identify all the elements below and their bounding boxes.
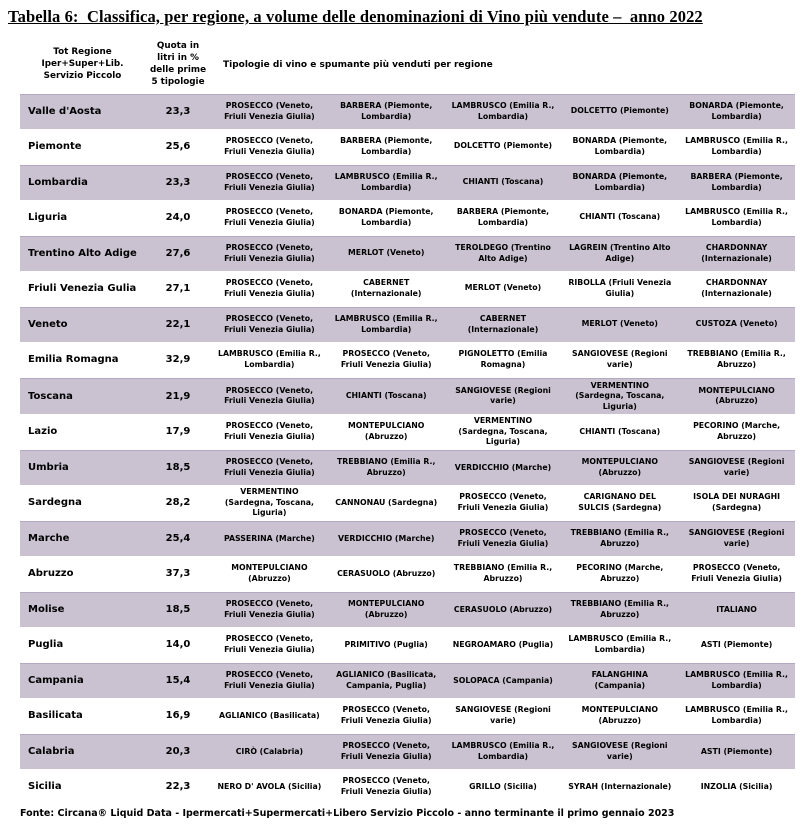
region-cell: Piemonte xyxy=(28,141,82,153)
table-row xyxy=(20,414,795,450)
wine-cell-2: BONARDA (Piemonte, Lombardia) xyxy=(338,207,434,227)
wine-cell-1: PROSECCO (Veneto, Friuli Venezia Giulia) xyxy=(224,634,315,654)
wine-cell-4: BONARDA (Piemonte, Lombardia) xyxy=(572,172,668,192)
table-row xyxy=(20,129,795,165)
quota-cell: 16,9 xyxy=(165,710,191,722)
wine-cell-5: CHARDONNAY (Internazionale) xyxy=(701,278,772,298)
wine-cell-2: MERLOT (Veneto) xyxy=(348,248,425,258)
wine-cell-2: CABERNET (Internazionale) xyxy=(350,278,422,298)
wine-cell-5: LAMBRUSCO (Emilia R., Lombardia) xyxy=(685,136,788,156)
table-header-row xyxy=(20,37,795,94)
wine-cell-1: PROSECCO (Veneto, Friuli Venezia Giulia) xyxy=(224,243,315,263)
wine-cell-4: MONTEPULCIANO (Abruzzo) xyxy=(581,457,658,477)
wine-cell-4: MERLOT (Veneto) xyxy=(581,319,658,329)
region-cell: Molise xyxy=(28,604,65,616)
wine-cell-4: TREBBIANO (Emilia R., Abruzzo) xyxy=(570,528,669,548)
wine-cell-4: SYRAH (Internazionale) xyxy=(568,781,672,791)
region-cell: Basilicata xyxy=(28,710,83,722)
wine-cell-3: CERASUOLO (Abruzzo) xyxy=(453,604,553,614)
wine-cell-3: SOLOPACA (Campania) xyxy=(453,675,553,685)
table-body xyxy=(20,94,795,805)
wine-cell-4: RIBOLLA (Friuli Venezia Giulia) xyxy=(568,278,672,298)
wine-cell-4: CHIANTI (Toscana) xyxy=(579,212,661,222)
quota-cell: 37,3 xyxy=(165,568,191,580)
wine-cell-5: ASTI (Piemonte) xyxy=(700,639,773,649)
wine-cell-4: SANGIOVESE (Regioni varie) xyxy=(571,349,668,369)
table-row xyxy=(20,165,795,201)
table-row xyxy=(20,200,795,236)
wine-cell-2: TREBBIANO (Emilia R., Abruzzo) xyxy=(336,457,436,477)
quota-cell: 18,5 xyxy=(165,462,191,474)
region-cell: Friuli Venezia Gulia xyxy=(28,283,137,295)
wine-cell-2: MONTEPULCIANO (Abruzzo) xyxy=(348,599,425,619)
wine-cell-3: CABERNET (Internazionale) xyxy=(467,314,539,334)
quota-cell: 21,9 xyxy=(165,390,191,402)
wine-cell-5: BARBERA (Piemonte, Lombardia) xyxy=(690,172,783,192)
wine-cell-1: PROSECCO (Veneto, Friuli Venezia Giulia) xyxy=(224,101,315,121)
quota-cell: 22,3 xyxy=(165,781,191,793)
region-cell: Campania xyxy=(28,675,84,687)
wine-cell-4: BONARDA (Piemonte, Lombardia) xyxy=(572,136,668,156)
quota-cell: 28,2 xyxy=(165,497,191,509)
wine-cell-1: PROSECCO (Veneto, Friuli Venezia Giulia) xyxy=(224,385,315,406)
wine-cell-5: BONARDA (Piemonte, Lombardia) xyxy=(689,101,784,121)
table-row xyxy=(20,556,795,592)
quota-cell: 18,5 xyxy=(165,604,191,616)
quota-cell: 14,0 xyxy=(165,639,191,651)
table-row xyxy=(20,450,795,486)
region-cell: Veneto xyxy=(28,319,68,331)
wine-cell-2: CERASUOLO (Abruzzo) xyxy=(337,568,436,578)
wine-cell-1: MONTEPULCIANO (Abruzzo) xyxy=(231,563,308,583)
wine-cell-2: PROSECCO (Veneto, Friuli Venezia Giulia) xyxy=(340,349,432,369)
region-cell: Lazio xyxy=(28,426,58,438)
wine-cell-5: ITALIANO xyxy=(716,604,757,614)
wine-cell-3: PIGNOLETTO (Emilia Romagna) xyxy=(458,349,548,369)
region-cell: Umbria xyxy=(28,462,69,474)
region-cell: Emilia Romagna xyxy=(28,354,119,366)
quota-cell: 24,0 xyxy=(165,212,191,224)
wine-cell-2: PROSECCO (Veneto, Friuli Venezia Giulia) xyxy=(340,741,432,761)
wine-cell-1: PROSECCO (Veneto, Friuli Venezia Giulia) xyxy=(224,599,315,619)
wine-cell-3: VERMENTINO (Sardegna, Toscana, Liguria) xyxy=(458,416,548,447)
wine-cell-1: AGLIANICO (Basilicata) xyxy=(219,710,320,720)
wine-cell-5: TREBBIANO (Emilia R., Abruzzo) xyxy=(687,349,786,369)
wine-cell-5: PROSECCO (Veneto, Friuli Venezia Giulia) xyxy=(691,563,782,583)
region-cell: Valle d'Aosta xyxy=(28,106,102,118)
table-row xyxy=(20,94,795,130)
wine-cell-5: MONTEPULCIANO (Abruzzo) xyxy=(698,385,775,406)
wine-cell-1: PROSECCO (Veneto, Friuli Venezia Giulia) xyxy=(224,278,315,298)
wine-cell-4: LAMBRUSCO (Emilia R., Lombardia) xyxy=(568,634,672,654)
wine-cell-3: NEGROAMARO (Puglia) xyxy=(452,639,554,649)
wine-cell-4: CHIANTI (Toscana) xyxy=(579,426,661,436)
quota-cell: 17,9 xyxy=(165,426,191,438)
wine-cell-2: LAMBRUSCO (Emilia R., Lombardia) xyxy=(334,314,438,334)
wine-cell-1: PROSECCO (Veneto, Friuli Venezia Giulia) xyxy=(224,207,315,227)
region-cell: Trentino Alto Adige xyxy=(28,248,137,260)
quota-cell: 20,3 xyxy=(165,746,191,758)
region-cell: Marche xyxy=(28,533,70,545)
wine-cell-5: SANGIOVESE (Regioni varie) xyxy=(688,457,785,477)
wine-cell-2: BARBERA (Piemonte, Lombardia) xyxy=(340,136,433,156)
region-cell: Sardegna xyxy=(28,497,82,509)
wine-cell-1: PROSECCO (Veneto, Friuli Venezia Giulia) xyxy=(224,136,315,156)
quota-cell: 27,6 xyxy=(165,248,191,260)
wine-cell-5: CUSTOZA (Veneto) xyxy=(695,319,778,329)
quota-cell: 27,1 xyxy=(165,283,191,295)
table-row xyxy=(20,307,795,343)
wine-cell-2: CHIANTI (Toscana) xyxy=(345,391,427,401)
wine-cell-3: PROSECCO (Veneto, Friuli Venezia Giulia) xyxy=(457,528,549,548)
wine-cell-3: VERDICCHIO (Marche) xyxy=(454,462,552,472)
wine-cell-4: FALANGHINA (Campania) xyxy=(591,670,648,690)
wine-cell-2: VERDICCHIO (Marche) xyxy=(337,533,435,543)
wine-cell-4: MONTEPULCIANO (Abruzzo) xyxy=(581,705,658,725)
wine-cell-3: DOLCETTO (Piemonte) xyxy=(453,141,553,151)
wine-cell-4: CARIGNANO DEL SULCIS (Sardegna) xyxy=(578,492,662,512)
quota-cell: 23,3 xyxy=(165,106,191,118)
wine-cell-4: TREBBIANO (Emilia R., Abruzzo) xyxy=(570,599,669,619)
wine-cell-3: BARBERA (Piemonte, Lombardia) xyxy=(456,207,550,227)
wine-cell-2: LAMBRUSCO (Emilia R., Lombardia) xyxy=(334,172,438,192)
quota-cell: 15,4 xyxy=(165,675,191,687)
wine-cell-1: PROSECCO (Veneto, Friuli Venezia Giulia) xyxy=(224,421,315,441)
wine-cell-5: LAMBRUSCO (Emilia R., Lombardia) xyxy=(685,207,788,227)
wine-cell-1: CIRÒ (Calabria) xyxy=(235,746,304,756)
wine-cell-4: LAGREIN (Trentino Alto Adige) xyxy=(569,243,671,263)
region-cell: Abruzzo xyxy=(28,568,74,580)
table-row xyxy=(20,236,795,272)
region-cell: Liguria xyxy=(28,212,68,224)
region-cell: Sicilia xyxy=(28,781,62,793)
wine-cell-1: PASSERINA (Marche) xyxy=(223,533,315,543)
wine-cell-2: PRIMITIVO (Puglia) xyxy=(344,639,428,649)
header-region-column: Tot Regione Iper+Super+Lib. Servizio Piccolo xyxy=(41,46,124,81)
table-row xyxy=(20,378,795,415)
table-row xyxy=(20,521,795,557)
wine-cell-3: SANGIOVESE (Regioni varie) xyxy=(455,705,551,725)
wine-cell-5: ASTI (Piemonte) xyxy=(700,746,773,756)
wine-cell-2: AGLIANICO (Basilicata, Campania, Puglia) xyxy=(336,670,437,690)
wine-cell-1: PROSECCO (Veneto, Friuli Venezia Giulia) xyxy=(224,314,315,334)
wine-cell-3: LAMBRUSCO (Emilia R., Lombardia) xyxy=(451,101,555,121)
wine-cell-5: SANGIOVESE (Regioni varie) xyxy=(688,528,785,548)
table-title: Tabella 6: Classifica, per regione, a volume delle denominazioni di Vino più vendute – anno 2022 xyxy=(8,7,703,26)
wine-cell-4: SANGIOVESE (Regioni varie) xyxy=(571,741,668,761)
wine-cell-3: MERLOT (Veneto) xyxy=(464,283,542,293)
wine-cell-5: PECORINO (Marche, Abruzzo) xyxy=(693,421,781,441)
wine-cell-4: VERMENTINO (Sardegna, Toscana, Liguria) xyxy=(575,380,665,411)
wine-cell-4: DOLCETTO (Piemonte) xyxy=(570,106,669,116)
wine-cell-1: VERMENTINO (Sardegna, Toscana, Liguria) xyxy=(224,487,314,518)
wine-cell-3: CHIANTI (Toscana) xyxy=(462,177,544,187)
table-row xyxy=(20,734,795,770)
wine-cell-3: PROSECCO (Veneto, Friuli Venezia Giulia) xyxy=(457,492,549,512)
wine-cell-4: PECORINO (Marche, Abruzzo) xyxy=(576,563,664,583)
quota-cell: 25,4 xyxy=(165,533,191,545)
table-row xyxy=(20,663,795,699)
header-quota-column: Quota in litri in % delle prime 5 tipologie xyxy=(149,41,207,87)
wine-cell-3: LAMBRUSCO (Emilia R., Lombardia) xyxy=(451,741,555,761)
wine-cell-5: LAMBRUSCO (Emilia R., Lombardia) xyxy=(685,705,788,725)
quota-cell: 23,3 xyxy=(165,177,191,189)
wine-ranking-table xyxy=(20,37,795,805)
wine-cell-2: PROSECCO (Veneto, Friuli Venezia Giulia) xyxy=(340,705,432,725)
wine-cell-5: LAMBRUSCO (Emilia R., Lombardia) xyxy=(685,670,788,690)
wine-cell-3: GRILLO (Sicilia) xyxy=(469,781,537,791)
wine-cell-1: PROSECCO (Veneto, Friuli Venezia Giulia) xyxy=(224,457,315,477)
wine-cell-1: NERO D' AVOLA (Sicilia) xyxy=(217,781,322,791)
wine-cell-5: ISOLA DEI NURAGHI (Sardegna) xyxy=(693,492,781,512)
wine-cell-3: SANGIOVESE (Regioni varie) xyxy=(455,385,551,406)
wine-cell-3: TEROLDEGO (Trentino Alto Adige) xyxy=(455,243,551,263)
table-row xyxy=(20,592,795,628)
table-row xyxy=(20,627,795,663)
source-note: Fonte: Circana® Liquid Data - Ipermercati+Supermercati+Libero Servizio Piccolo - anno terminante il primo gennaio 2023 xyxy=(20,807,675,819)
quota-cell: 22,1 xyxy=(165,319,191,331)
quota-cell: 32,9 xyxy=(165,354,191,366)
region-cell: Calabria xyxy=(28,746,75,758)
wine-cell-2: CANNONAU (Sardegna) xyxy=(335,497,438,507)
wine-cell-5: CHARDONNAY (Internazionale) xyxy=(701,243,772,263)
wine-cell-2: BARBERA (Piemonte, Lombardia) xyxy=(340,101,433,121)
table-row xyxy=(20,342,795,378)
table-row xyxy=(20,271,795,307)
wine-cell-5: INZOLIA (Sicilia) xyxy=(700,781,773,791)
region-cell: Puglia xyxy=(28,639,64,651)
quota-cell: 25,6 xyxy=(165,141,191,153)
region-cell: Toscana xyxy=(28,390,73,402)
table-row xyxy=(20,698,795,734)
header-wines-column: Tipologie di vino e spumante più venduti per regione xyxy=(223,59,493,70)
wine-cell-1: PROSECCO (Veneto, Friuli Venezia Giulia) xyxy=(224,670,315,690)
wine-cell-2: PROSECCO (Veneto, Friuli Venezia Giulia) xyxy=(340,776,432,796)
wine-cell-1: PROSECCO (Veneto, Friuli Venezia Giulia) xyxy=(224,172,315,192)
wine-cell-2: MONTEPULCIANO (Abruzzo) xyxy=(348,421,425,441)
table-row xyxy=(20,485,795,521)
wine-cell-3: TREBBIANO (Emilia R., Abruzzo) xyxy=(453,563,553,583)
wine-cell-1: LAMBRUSCO (Emilia R., Lombardia) xyxy=(217,349,321,369)
table-row xyxy=(20,769,795,805)
region-cell: Lombardia xyxy=(28,177,88,189)
